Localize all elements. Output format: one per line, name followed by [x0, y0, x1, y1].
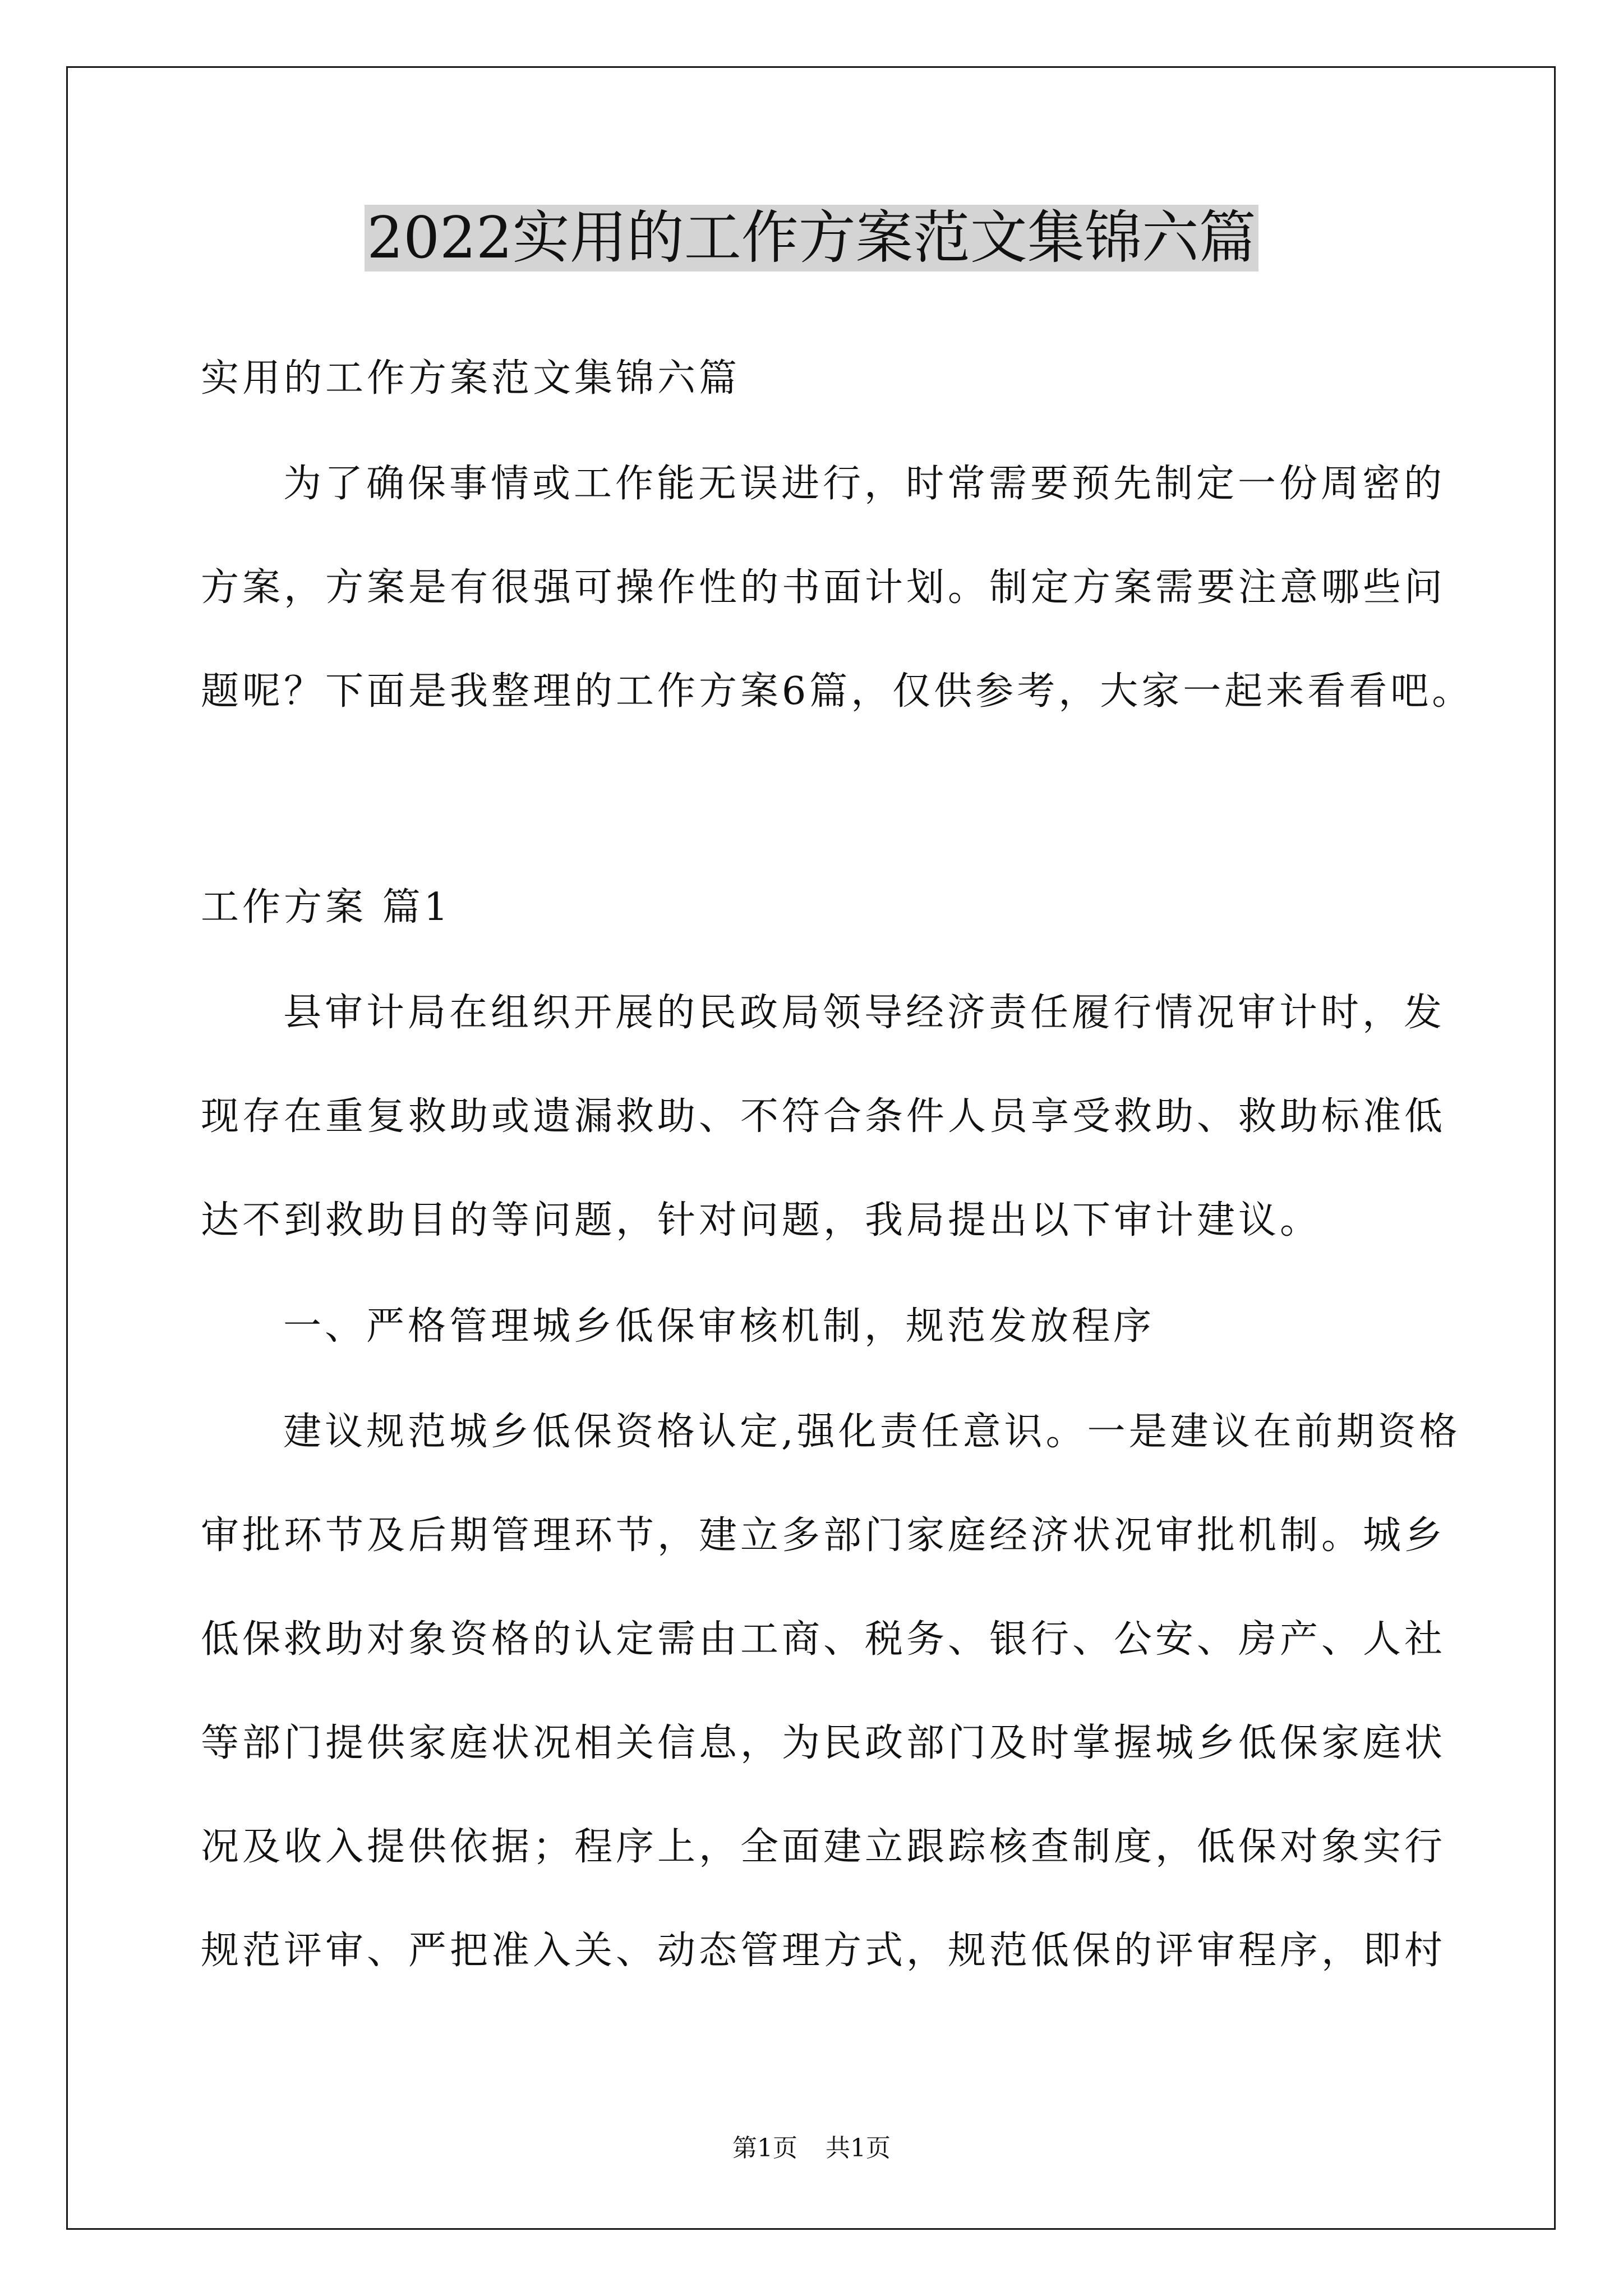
page-number: 第1页: [732, 2134, 797, 2162]
section-p2-line-5: 况及收入提供依据；程序上，全面建立跟踪核查制度，低保对象实行: [201, 1825, 1446, 1869]
document-title: [0, 202, 1623, 275]
document-subtitle: 实用的工作方案范文集锦六篇: [201, 356, 741, 401]
section-p2-line-3: 低保救助对象资格的认定需由工商、税务、银行、公安、房产、人社: [201, 1617, 1446, 1662]
section-p1-line-3: 达不到救助目的等问题，针对问题，我局提出以下审计建议。: [201, 1198, 1322, 1243]
page-footer: [0, 2132, 1623, 2165]
page-total: 共1页: [826, 2134, 891, 2162]
intro-line-3: 题呢？下面是我整理的工作方案6篇，仅供参考，大家一起来看看吧。: [201, 669, 1474, 714]
section-p2-line-2: 审批环节及后期管理环节，建立多部门家庭经济状况审批机制。城乡: [201, 1513, 1446, 1558]
section-p1-line-2: 现存在重复救助或遗漏救助、不符合条件人员享受救助、救助标准低: [201, 1094, 1446, 1139]
section-p1-line-1: 县审计局在组织开展的民政局领导经济责任履行情况审计时，发: [283, 991, 1446, 1035]
section-heading: 工作方案 篇1: [201, 885, 451, 930]
section-p2-line-1: 建议规范城乡低保资格认定,强化责任意识。一是建议在前期资格: [283, 1410, 1461, 1454]
section-p2-line-6: 规范评审、严把准入关、动态管理方式，规范低保的评审程序，即村: [201, 1929, 1446, 1973]
document-title-text: 2022实用的工作方案范文集锦六篇: [365, 205, 1258, 272]
section-p2-line-4: 等部门提供家庭状况相关信息，为民政部门及时掌握城乡低保家庭状: [201, 1721, 1446, 1765]
intro-line-2: 方案，方案是有很强可操作性的书面计划。制定方案需要注意哪些问: [201, 565, 1446, 610]
intro-line-1: 为了确保事情或工作能无误进行，时常需要预先制定一份周密的: [283, 462, 1446, 506]
subheading-1: 一、严格管理城乡低保审核机制，规范发放程序: [283, 1304, 1155, 1349]
